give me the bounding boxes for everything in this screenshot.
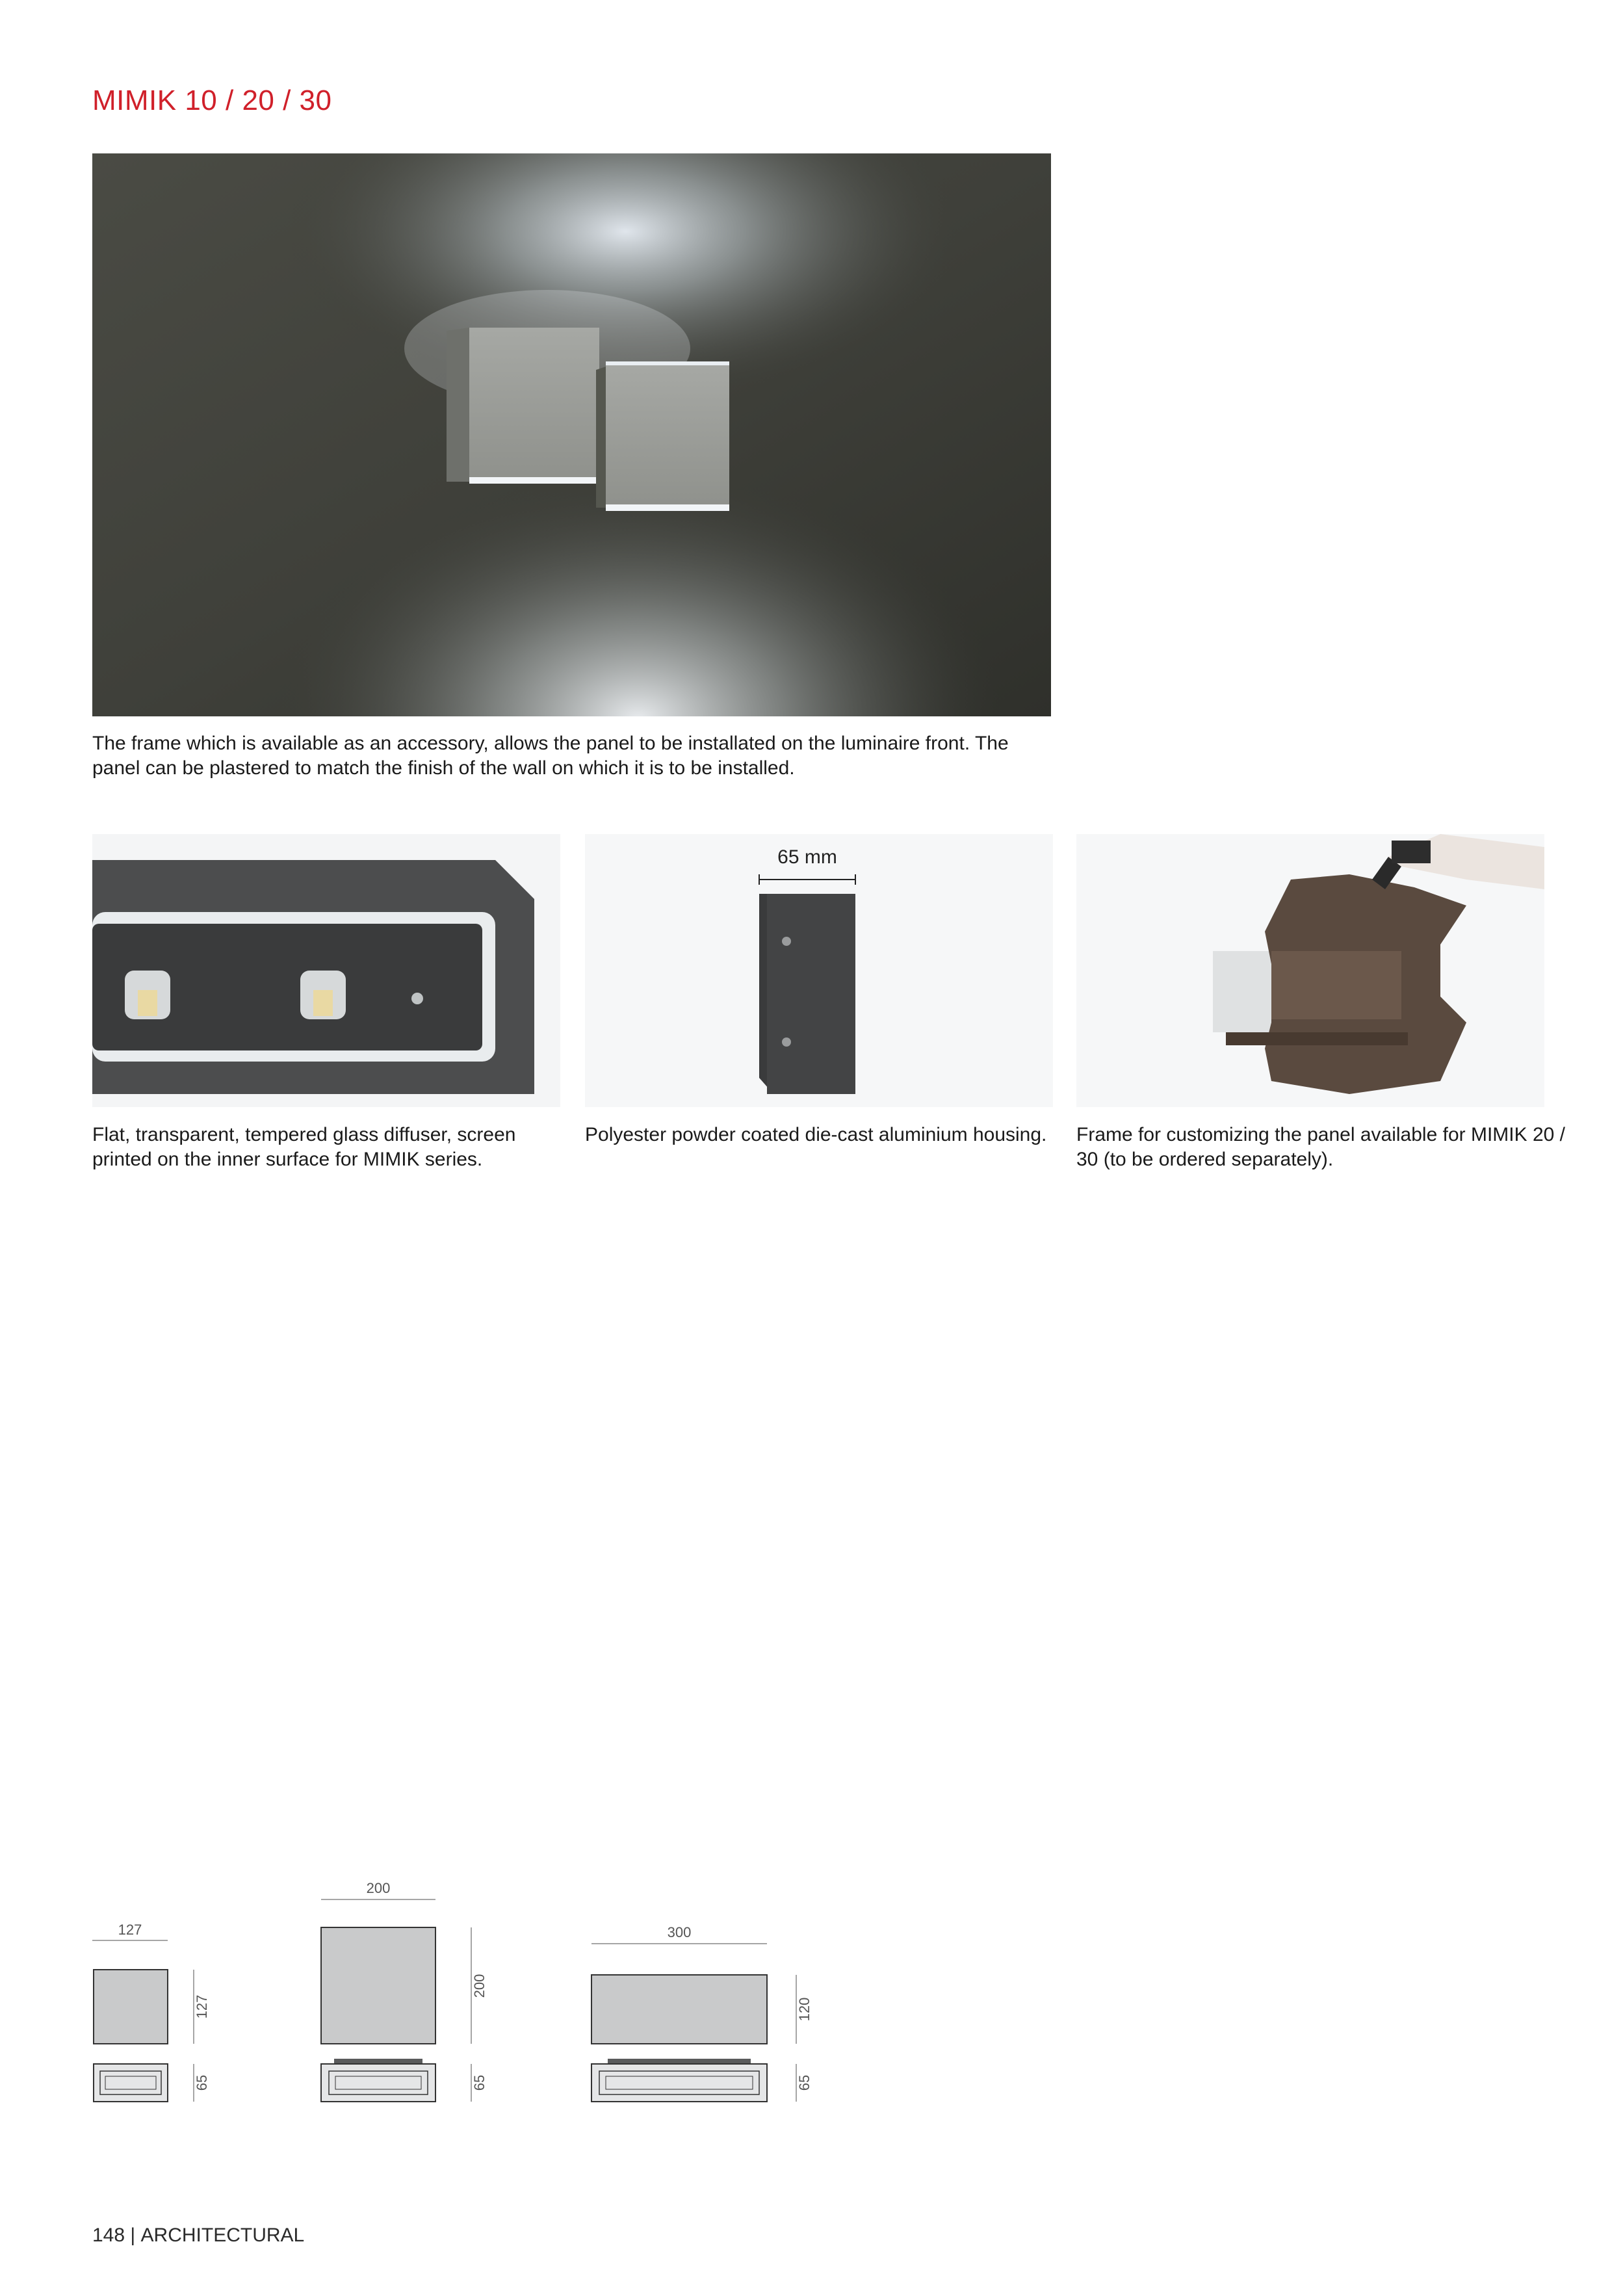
frame-caption: Frame for customizing the panel available for MIMIK 20 / 30 (to be ordered separately). (1076, 1124, 1565, 1170)
housing-detail-photo (585, 834, 1053, 1107)
mimik-10-drawing (92, 1922, 210, 2102)
diffuser-caption: Flat, transparent, tempered glass diffuser, screen printed on the inner surface for MIMIK series. (92, 1124, 516, 1170)
mimik-10-width-label: 127 (118, 1922, 142, 1938)
mimik-10-depth-label: 65 (194, 2074, 210, 2091)
mimik-20-drawing (321, 1880, 487, 2102)
frame-customizing-photo (1076, 834, 1544, 1107)
page-number: 148 (92, 2224, 125, 2246)
mimik-30-drawing (591, 1924, 812, 2102)
frame-plastering-illustration (1076, 834, 1544, 1107)
housing-depth-label: 65 mm (777, 846, 837, 868)
page-footer (92, 2224, 304, 2247)
mimik-20-height-label: 200 (471, 1974, 487, 1998)
section-name: ARCHITECTURAL (140, 2224, 305, 2246)
main-photo-caption: The frame which is available as an accessory, allows the panel to be installated on the luminaire front. The panel can be plastered to match the finish of the wall on which it is to be installed. (92, 733, 1009, 779)
mimik-20-depth-label: 65 (471, 2074, 487, 2091)
mimik-30-depth-label: 65 (796, 2074, 812, 2091)
mimik-10-height-label: 127 (194, 1994, 210, 2019)
main-product-photo (92, 153, 1051, 716)
diffuser-detail-photo (92, 834, 560, 1107)
diffuser-illustration (92, 834, 560, 1107)
housing-illustration (585, 834, 1053, 1107)
mimik-30-width-label: 300 (667, 1924, 692, 1940)
dimension-diagram (78, 1872, 858, 2119)
housing-caption: Polyester powder coated die-cast aluminium housing. (585, 1124, 1047, 1145)
dimension-drawings (78, 1872, 858, 2119)
page-title: MIMIK 10 / 20 / 30 (92, 85, 332, 116)
wall-luminaires-illustration (92, 153, 1051, 716)
mimik-20-width-label: 200 (366, 1880, 391, 1896)
footer-separator: | (130, 2224, 136, 2246)
mimik-30-height-label: 120 (796, 1997, 812, 2022)
